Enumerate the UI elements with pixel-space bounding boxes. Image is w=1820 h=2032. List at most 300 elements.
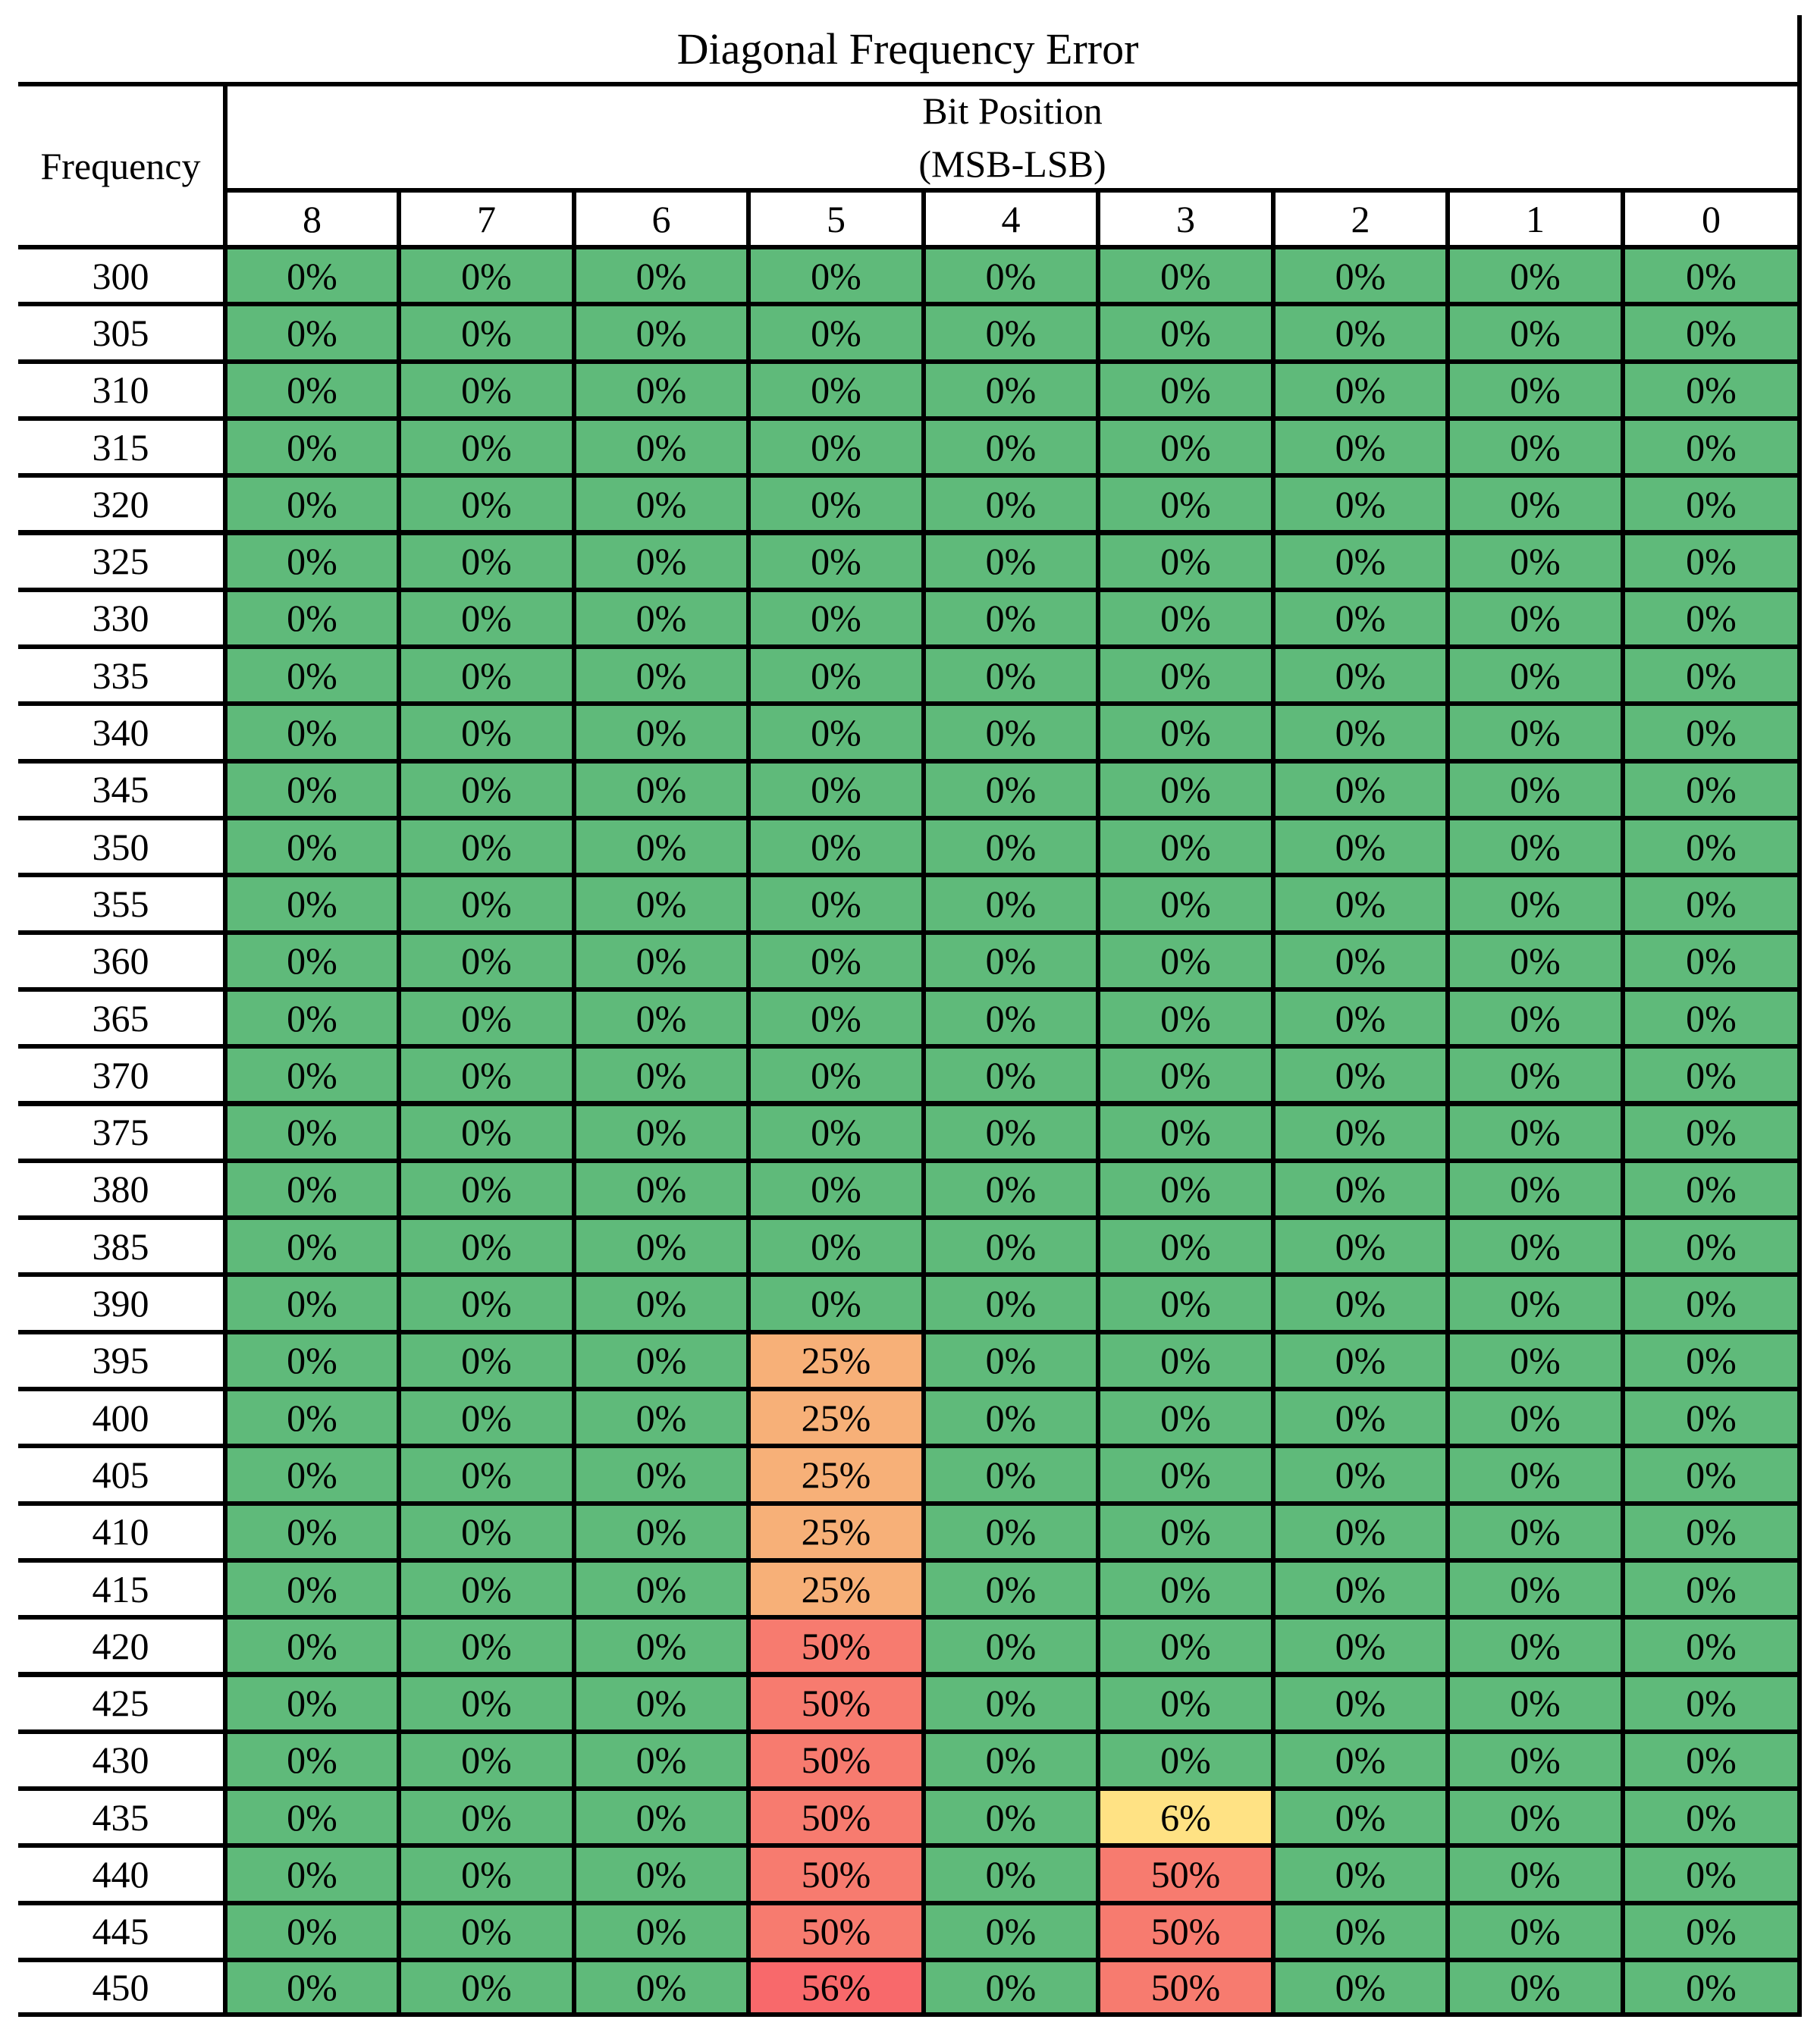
error-cell: 25% — [751, 1391, 921, 1444]
error-cell: 0% — [1100, 764, 1271, 816]
error-cell: 0% — [401, 1791, 572, 1843]
error-cell: 0% — [576, 992, 746, 1044]
error-cell: 0% — [576, 820, 746, 873]
error-cell: 0% — [926, 1734, 1096, 1786]
error-cell: 0% — [576, 1334, 746, 1387]
bit-column-header: 0 — [1625, 193, 1797, 245]
bit-column-header: 4 — [926, 193, 1096, 245]
error-cell: 50% — [751, 1734, 921, 1786]
frequency-label: 390 — [18, 1277, 223, 1329]
error-cell: 0% — [1450, 992, 1621, 1044]
error-cell: 0% — [1625, 1848, 1797, 1900]
error-cell: 0% — [401, 249, 572, 302]
frequency-label: 320 — [18, 478, 223, 530]
bit-column-header: 3 — [1100, 193, 1271, 245]
error-cell: 0% — [576, 935, 746, 987]
error-cell: 0% — [228, 1391, 397, 1444]
error-cell: 0% — [576, 1677, 746, 1729]
error-cell: 0% — [228, 820, 397, 873]
error-cell: 0% — [1625, 1677, 1797, 1729]
error-cell: 0% — [751, 706, 921, 758]
error-cell: 0% — [576, 1391, 746, 1444]
error-cell: 0% — [401, 1962, 572, 2012]
bit-column-header: 6 — [576, 193, 746, 245]
error-cell: 0% — [576, 421, 746, 473]
error-cell: 0% — [1625, 1905, 1797, 1958]
error-cell: 0% — [576, 592, 746, 644]
error-cell: 0% — [1276, 1905, 1445, 1958]
error-cell: 0% — [751, 935, 921, 987]
error-cell: 0% — [926, 1391, 1096, 1444]
error-cell: 0% — [576, 1506, 746, 1558]
frequency-label: 415 — [18, 1563, 223, 1615]
error-cell: 0% — [228, 935, 397, 987]
frequency-label: 400 — [18, 1391, 223, 1444]
error-cell: 0% — [1450, 1506, 1621, 1558]
error-cell: 0% — [1276, 820, 1445, 873]
error-cell: 0% — [1450, 1620, 1621, 1672]
error-cell: 0% — [926, 364, 1096, 416]
error-cell: 0% — [1100, 592, 1271, 644]
error-cell: 0% — [228, 1448, 397, 1500]
error-cell: 0% — [926, 1905, 1096, 1958]
frequency-label: 325 — [18, 535, 223, 588]
error-cell: 0% — [401, 1620, 572, 1672]
error-cell: 0% — [401, 1448, 572, 1500]
frequency-label: 330 — [18, 592, 223, 644]
error-cell: 0% — [1100, 1620, 1271, 1672]
error-cell: 50% — [1100, 1962, 1271, 2012]
frequency-label: 410 — [18, 1506, 223, 1558]
error-cell: 0% — [1450, 1049, 1621, 1101]
error-cell: 0% — [1450, 1848, 1621, 1900]
error-cell: 25% — [751, 1448, 921, 1500]
error-cell: 0% — [576, 1448, 746, 1500]
error-cell: 0% — [228, 1049, 397, 1101]
frequency-label: 355 — [18, 877, 223, 930]
error-cell: 0% — [1450, 421, 1621, 473]
error-cell: 0% — [1450, 1334, 1621, 1387]
error-cell: 0% — [576, 1563, 746, 1615]
error-cell: 50% — [751, 1791, 921, 1843]
error-cell: 0% — [228, 1848, 397, 1900]
frequency-label: 380 — [18, 1163, 223, 1215]
error-cell: 0% — [1625, 1220, 1797, 1272]
error-cell: 0% — [228, 1677, 397, 1729]
error-cell: 0% — [1100, 649, 1271, 701]
error-cell: 0% — [1450, 1391, 1621, 1444]
error-cell: 0% — [576, 1106, 746, 1159]
error-cell: 0% — [576, 535, 746, 588]
error-cell: 0% — [1625, 1163, 1797, 1215]
error-cell: 0% — [1450, 1962, 1621, 2012]
error-cell: 0% — [751, 877, 921, 930]
error-cell: 0% — [1450, 1791, 1621, 1843]
bit-column-header: 1 — [1450, 193, 1621, 245]
error-cell: 0% — [1100, 1049, 1271, 1101]
error-cell: 0% — [401, 1734, 572, 1786]
error-cell: 0% — [751, 1277, 921, 1329]
error-cell: 0% — [1625, 935, 1797, 987]
error-cell: 50% — [751, 1620, 921, 1672]
error-cell: 0% — [926, 706, 1096, 758]
error-cell: 0% — [576, 249, 746, 302]
error-cell: 0% — [1276, 1506, 1445, 1558]
error-cell: 0% — [576, 877, 746, 930]
error-cell: 50% — [751, 1905, 921, 1958]
error-cell: 0% — [228, 764, 397, 816]
error-cell: 0% — [1625, 1734, 1797, 1786]
error-cell: 0% — [401, 1106, 572, 1159]
error-cell: 0% — [576, 649, 746, 701]
error-cell: 0% — [926, 1163, 1096, 1215]
error-cell: 0% — [1276, 1049, 1445, 1101]
error-cell: 0% — [576, 478, 746, 530]
error-cell: 0% — [751, 421, 921, 473]
error-cell: 0% — [926, 478, 1096, 530]
error-cell: 0% — [926, 764, 1096, 816]
error-cell: 25% — [751, 1563, 921, 1615]
error-cell: 0% — [1450, 592, 1621, 644]
error-cell: 0% — [1450, 249, 1621, 302]
error-cell: 0% — [576, 1848, 746, 1900]
error-cell: 0% — [1450, 535, 1621, 588]
error-cell: 0% — [401, 306, 572, 359]
error-cell: 0% — [1276, 1563, 1445, 1615]
error-cell: 0% — [576, 1734, 746, 1786]
bit-column-header: 8 — [228, 193, 397, 245]
error-cell: 0% — [1100, 306, 1271, 359]
error-cell: 0% — [1100, 1163, 1271, 1215]
error-cell: 0% — [1450, 1905, 1621, 1958]
error-cell: 0% — [751, 649, 921, 701]
error-cell: 0% — [751, 1106, 921, 1159]
error-cell: 0% — [576, 1163, 746, 1215]
frequency-error-table — [18, 15, 1802, 2017]
error-cell: 0% — [1625, 706, 1797, 758]
error-cell: 0% — [1100, 1677, 1271, 1729]
error-cell: 0% — [1100, 364, 1271, 416]
error-cell: 0% — [228, 1506, 397, 1558]
error-cell: 0% — [1100, 1734, 1271, 1786]
error-cell: 0% — [751, 306, 921, 359]
frequency-label: 375 — [18, 1106, 223, 1159]
error-cell: 0% — [401, 1905, 572, 1958]
error-cell: 0% — [1625, 1391, 1797, 1444]
error-cell: 0% — [1450, 877, 1621, 930]
error-cell: 50% — [1100, 1848, 1271, 1900]
frequency-label: 435 — [18, 1791, 223, 1843]
error-cell: 0% — [926, 1049, 1096, 1101]
error-cell: 0% — [926, 1620, 1096, 1672]
error-cell: 0% — [751, 1049, 921, 1101]
frequency-label: 340 — [18, 706, 223, 758]
error-cell: 0% — [1276, 592, 1445, 644]
error-cell: 0% — [228, 649, 397, 701]
error-cell: 0% — [1100, 478, 1271, 530]
error-cell: 0% — [228, 306, 397, 359]
bit-position-header — [228, 86, 1797, 188]
error-cell: 0% — [1450, 649, 1621, 701]
error-cell: 0% — [1450, 478, 1621, 530]
error-cell: 0% — [401, 1563, 572, 1615]
error-cell: 0% — [926, 421, 1096, 473]
error-cell: 0% — [751, 535, 921, 588]
error-cell: 0% — [751, 820, 921, 873]
error-cell: 0% — [1276, 1106, 1445, 1159]
error-cell: 0% — [1625, 1049, 1797, 1101]
error-cell: 0% — [1450, 820, 1621, 873]
error-cell: 0% — [1276, 649, 1445, 701]
frequency-label: 425 — [18, 1677, 223, 1729]
error-cell: 0% — [228, 992, 397, 1044]
error-cell: 0% — [228, 706, 397, 758]
error-cell: 0% — [1450, 306, 1621, 359]
error-cell: 0% — [1625, 1334, 1797, 1387]
error-cell: 0% — [401, 992, 572, 1044]
error-cell: 0% — [1276, 992, 1445, 1044]
error-cell: 0% — [401, 1391, 572, 1444]
error-cell: 0% — [1450, 1563, 1621, 1615]
error-cell: 0% — [401, 1848, 572, 1900]
bit-position-label: Bit Position — [922, 89, 1103, 132]
error-cell: 0% — [1100, 535, 1271, 588]
error-cell: 0% — [1450, 1277, 1621, 1329]
error-cell: 0% — [576, 1905, 746, 1958]
error-cell: 0% — [751, 249, 921, 302]
error-cell: 0% — [401, 478, 572, 530]
frequency-label: 360 — [18, 935, 223, 987]
frequency-label: 335 — [18, 649, 223, 701]
error-cell: 0% — [401, 1049, 572, 1101]
error-cell: 0% — [1625, 306, 1797, 359]
error-cell: 0% — [576, 364, 746, 416]
error-cell: 50% — [751, 1677, 921, 1729]
error-cell: 0% — [926, 1334, 1096, 1387]
error-cell: 0% — [401, 421, 572, 473]
error-cell: 0% — [1276, 1448, 1445, 1500]
error-cell: 0% — [401, 935, 572, 987]
error-cell: 0% — [926, 1106, 1096, 1159]
error-cell: 0% — [926, 1677, 1096, 1729]
frequency-label: 370 — [18, 1049, 223, 1101]
error-cell: 0% — [228, 1620, 397, 1672]
error-cell: 0% — [576, 1962, 746, 2012]
error-cell: 0% — [1625, 1106, 1797, 1159]
frequency-label: 315 — [18, 421, 223, 473]
error-cell: 0% — [926, 535, 1096, 588]
error-cell: 0% — [1100, 1506, 1271, 1558]
error-cell: 0% — [401, 1163, 572, 1215]
error-cell: 0% — [1625, 877, 1797, 930]
error-cell: 0% — [1450, 1677, 1621, 1729]
frequency-label: 450 — [18, 1962, 223, 2012]
error-cell: 0% — [1625, 1791, 1797, 1843]
error-cell: 0% — [228, 535, 397, 588]
error-cell: 0% — [1100, 1563, 1271, 1615]
error-cell: 0% — [1276, 1163, 1445, 1215]
error-cell: 0% — [228, 877, 397, 930]
frequency-label: 310 — [18, 364, 223, 416]
error-cell: 0% — [1625, 1620, 1797, 1672]
error-cell: 0% — [1625, 364, 1797, 416]
error-cell: 0% — [1276, 1791, 1445, 1843]
error-cell: 0% — [1276, 421, 1445, 473]
error-cell: 0% — [1276, 1277, 1445, 1329]
error-cell: 0% — [1276, 1962, 1445, 2012]
error-cell: 0% — [1450, 764, 1621, 816]
error-cell: 0% — [1625, 649, 1797, 701]
error-cell: 0% — [401, 592, 572, 644]
frequency-column-header: Frequency — [18, 86, 223, 245]
error-cell: 0% — [401, 764, 572, 816]
error-cell: 0% — [228, 364, 397, 416]
error-cell: 0% — [1450, 935, 1621, 987]
error-cell: 0% — [1100, 249, 1271, 302]
frequency-label: 420 — [18, 1620, 223, 1672]
error-cell: 0% — [1450, 1106, 1621, 1159]
error-cell: 0% — [1450, 1163, 1621, 1215]
error-cell: 0% — [1625, 421, 1797, 473]
frequency-label: 345 — [18, 764, 223, 816]
error-cell: 0% — [1625, 1448, 1797, 1500]
error-cell: 0% — [926, 1506, 1096, 1558]
error-cell: 0% — [401, 1220, 572, 1272]
error-cell: 0% — [926, 1563, 1096, 1615]
error-cell: 0% — [1450, 1734, 1621, 1786]
frequency-label: 300 — [18, 249, 223, 302]
error-cell: 0% — [926, 649, 1096, 701]
error-cell: 0% — [576, 1620, 746, 1672]
error-cell: 0% — [1276, 478, 1445, 530]
error-cell: 0% — [926, 877, 1096, 930]
error-cell: 0% — [401, 1677, 572, 1729]
error-cell: 0% — [1100, 820, 1271, 873]
error-cell: 0% — [1625, 820, 1797, 873]
frequency-label: 365 — [18, 992, 223, 1044]
error-cell: 0% — [576, 1220, 746, 1272]
error-cell: 0% — [1276, 1734, 1445, 1786]
error-cell: 0% — [1100, 1220, 1271, 1272]
error-cell: 0% — [926, 1220, 1096, 1272]
error-cell: 0% — [1276, 1334, 1445, 1387]
error-cell: 0% — [576, 306, 746, 359]
error-cell: 0% — [228, 1905, 397, 1958]
error-cell: 0% — [751, 478, 921, 530]
error-cell: 25% — [751, 1334, 921, 1387]
bit-column-header: 5 — [751, 193, 921, 245]
error-cell: 0% — [1625, 1506, 1797, 1558]
error-cell: 0% — [401, 706, 572, 758]
error-cell: 0% — [1625, 992, 1797, 1044]
error-cell: 0% — [401, 649, 572, 701]
error-cell: 0% — [1100, 877, 1271, 930]
error-cell: 0% — [576, 1277, 746, 1329]
error-cell: 0% — [1450, 364, 1621, 416]
frequency-label: 385 — [18, 1220, 223, 1272]
error-cell: 0% — [228, 1277, 397, 1329]
error-cell: 0% — [1100, 421, 1271, 473]
error-cell: 0% — [1276, 1391, 1445, 1444]
error-cell: 0% — [1625, 478, 1797, 530]
error-cell: 0% — [1276, 877, 1445, 930]
error-cell: 0% — [576, 1791, 746, 1843]
error-cell: 0% — [228, 1962, 397, 2012]
error-cell: 0% — [1100, 1391, 1271, 1444]
frequency-label: 395 — [18, 1334, 223, 1387]
error-cell: 0% — [1276, 306, 1445, 359]
frequency-label: 440 — [18, 1848, 223, 1900]
error-cell: 0% — [576, 1049, 746, 1101]
error-cell: 0% — [228, 1791, 397, 1843]
frequency-label: 445 — [18, 1905, 223, 1958]
error-cell: 0% — [1276, 1677, 1445, 1729]
error-cell: 0% — [926, 1277, 1096, 1329]
error-cell: 0% — [1100, 1106, 1271, 1159]
error-cell: 0% — [1625, 1962, 1797, 2012]
error-cell: 0% — [751, 1163, 921, 1215]
frequency-label: 305 — [18, 306, 223, 359]
error-cell: 0% — [751, 364, 921, 416]
error-cell: 0% — [1625, 535, 1797, 588]
frequency-label: 350 — [18, 820, 223, 873]
bit-column-header: 7 — [401, 193, 572, 245]
error-cell: 0% — [1276, 935, 1445, 987]
error-cell: 56% — [751, 1962, 921, 2012]
error-cell: 0% — [926, 1448, 1096, 1500]
frequency-label: 430 — [18, 1734, 223, 1786]
error-cell: 0% — [751, 592, 921, 644]
error-cell: 0% — [228, 1220, 397, 1272]
error-cell: 0% — [1100, 706, 1271, 758]
error-cell: 0% — [401, 364, 572, 416]
error-cell: 0% — [1276, 364, 1445, 416]
error-cell: 0% — [401, 1277, 572, 1329]
error-cell: 0% — [1276, 1220, 1445, 1272]
error-cell: 0% — [1276, 706, 1445, 758]
error-cell: 0% — [228, 1163, 397, 1215]
error-cell: 25% — [751, 1506, 921, 1558]
error-cell: 0% — [228, 421, 397, 473]
error-cell: 0% — [751, 1220, 921, 1272]
error-cell: 6% — [1100, 1791, 1271, 1843]
error-cell: 50% — [751, 1848, 921, 1900]
error-cell: 0% — [228, 249, 397, 302]
error-cell: 0% — [1100, 1277, 1271, 1329]
error-cell: 0% — [926, 820, 1096, 873]
error-cell: 0% — [1100, 992, 1271, 1044]
error-cell: 0% — [1625, 592, 1797, 644]
error-cell: 0% — [228, 1106, 397, 1159]
error-cell: 0% — [1625, 1277, 1797, 1329]
error-cell: 0% — [751, 992, 921, 1044]
error-cell: 0% — [228, 592, 397, 644]
error-cell: 0% — [228, 1734, 397, 1786]
error-cell: 0% — [751, 764, 921, 816]
error-cell: 0% — [1276, 1848, 1445, 1900]
error-cell: 0% — [576, 706, 746, 758]
error-cell: 0% — [228, 478, 397, 530]
error-cell: 0% — [926, 592, 1096, 644]
error-cell: 0% — [926, 1848, 1096, 1900]
error-cell: 0% — [926, 935, 1096, 987]
error-cell: 0% — [1625, 764, 1797, 816]
error-cell: 0% — [1450, 1448, 1621, 1500]
error-cell: 0% — [1100, 1448, 1271, 1500]
error-cell: 0% — [228, 1334, 397, 1387]
error-cell: 0% — [1276, 249, 1445, 302]
table-title: Diagonal Frequency Error — [18, 15, 1797, 82]
